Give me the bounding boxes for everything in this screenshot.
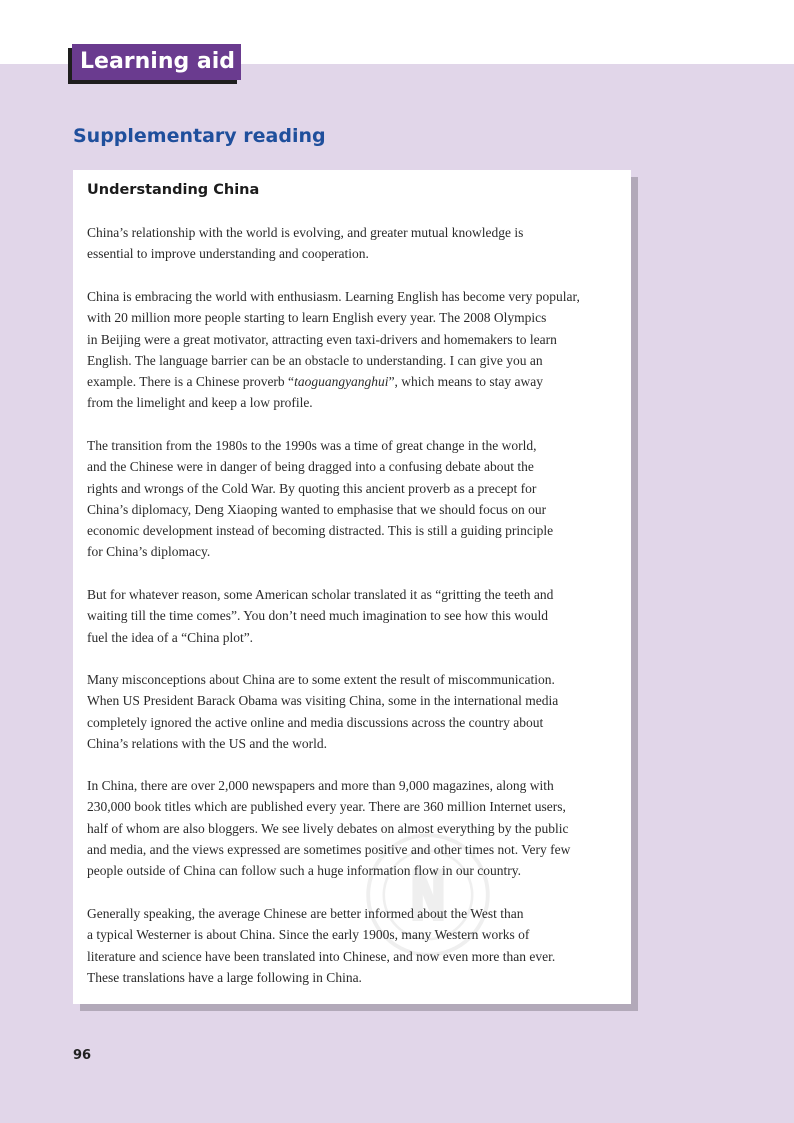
paragraph-line <box>87 222 622 243</box>
line-text: and the Chinese were in danger of being dragged into a confusing debate about the <box>87 459 534 475</box>
article-paragraph <box>87 286 622 414</box>
paragraph-line <box>87 350 622 371</box>
line-text: with 20 million more people starting to learn English every year. The 2008 Olympics <box>87 310 547 326</box>
paragraph-line <box>87 520 622 541</box>
line-text: and media, and the views expressed are sometimes positive and other times not. Very few <box>87 841 571 857</box>
line-text: half of whom are also bloggers. We see lively debates on almost everything by the public <box>87 820 569 836</box>
paragraph-line <box>87 286 622 307</box>
paragraph-line <box>87 946 622 967</box>
line-text: completely ignored the active online and media discussions across the country about <box>87 714 544 730</box>
line-text: a typical Westerner is about China. Since the early 1900s, many Western works of <box>87 927 530 943</box>
line-text: These translations have a large following in China. <box>87 969 362 985</box>
article-paragraph <box>87 222 622 265</box>
paragraph-line <box>87 499 622 520</box>
learning-aid-tag: Learning aid <box>72 44 241 80</box>
article-paragraph <box>87 584 622 648</box>
line-text: In China, there are over 2,000 newspapers and more than 9,000 magazines, along with <box>87 778 554 793</box>
line-text: China is embracing the world with enthusiasm. Learning English has become very popular, <box>87 289 580 304</box>
line-text: China’s relationship with the world is evolving, and greater mutual knowledge is <box>87 225 524 240</box>
paragraph-line <box>87 392 622 413</box>
paragraph-line <box>87 307 622 328</box>
section-title: Supplementary reading <box>73 125 326 147</box>
paragraph-line <box>87 584 622 605</box>
line-text: English. The language barrier can be an obstacle to understanding. I can give you an <box>87 352 543 368</box>
line-text: Many misconceptions about China are to some extent the result of miscommunication. <box>87 672 555 687</box>
paragraph-line <box>87 839 622 860</box>
paragraph-line <box>87 712 622 733</box>
line-text: rights and wrongs of the Cold War. By quoting this ancient proverb as a precept for <box>87 480 537 496</box>
paragraph-line <box>87 775 622 796</box>
paragraph-line <box>87 243 622 264</box>
paragraph-line <box>87 733 622 754</box>
paragraph-line <box>87 967 622 988</box>
line-text: But for whatever reason, some American scholar translated it as “gritting the teeth and <box>87 587 554 602</box>
article-paragraph <box>87 903 622 988</box>
line-text: example. There is a Chinese proverb “ <box>87 374 295 390</box>
line-text: When US President Barack Obama was visiting China, some in the international media <box>87 693 559 709</box>
paragraph-line <box>87 860 622 881</box>
paragraph-line <box>87 371 622 392</box>
paragraph-line <box>87 435 622 456</box>
line-text: essential to improve understanding and cooperation. <box>87 246 369 262</box>
line-text: from the limelight and keep a low profile. <box>87 395 313 411</box>
italic-term: taoguangyanghui <box>294 374 389 390</box>
article-paragraph <box>87 669 622 754</box>
line-text: in Beijing were a great motivator, attracting even taxi-drivers and homemakers to learn <box>87 331 557 347</box>
article-paragraph <box>87 775 622 881</box>
reading-card <box>73 170 631 1004</box>
line-text: people outside of China can follow such a huge information flow in our country. <box>87 863 522 879</box>
line-text: waiting till the time comes”. You don’t need much imagination to see how this would <box>87 608 548 624</box>
paragraph-line <box>87 605 622 626</box>
paragraph-line <box>87 541 622 562</box>
line-text: China’s relations with the US and the world. <box>87 735 327 751</box>
paragraph-line <box>87 924 622 945</box>
line-text: fuel the idea of a “China plot”. <box>87 629 254 645</box>
paragraph-line <box>87 690 622 711</box>
line-text: Generally speaking, the average Chinese are better informed about the West than <box>87 906 524 921</box>
paragraph-line <box>87 903 622 924</box>
article-title: Understanding China <box>87 182 260 198</box>
line-text: literature and science have been translated into Chinese, and now even more than ever. <box>87 948 556 964</box>
paragraph-line <box>87 818 622 839</box>
paragraph-line <box>87 456 622 477</box>
line-text: for China’s diplomacy. <box>87 544 211 560</box>
paragraph-line <box>87 329 622 350</box>
paragraph-line <box>87 669 622 690</box>
line-text: economic development instead of becoming distracted. This is still a guiding principle <box>87 523 554 539</box>
paragraph-line <box>87 627 622 648</box>
paragraph-line <box>87 478 622 499</box>
line-text: ”, which means to stay away <box>388 374 544 390</box>
paragraph-line <box>87 796 622 817</box>
page-number: 96 <box>73 1048 92 1063</box>
line-text: China’s diplomacy, Deng Xiaoping wanted to emphasise that we should focus on our <box>87 501 547 517</box>
line-text: 230,000 book titles which are published every year. There are 360 million Internet users, <box>87 799 566 815</box>
article-paragraph <box>87 435 622 563</box>
line-text: The transition from the 1980s to the 1990s was a time of great change in the world, <box>87 438 537 453</box>
